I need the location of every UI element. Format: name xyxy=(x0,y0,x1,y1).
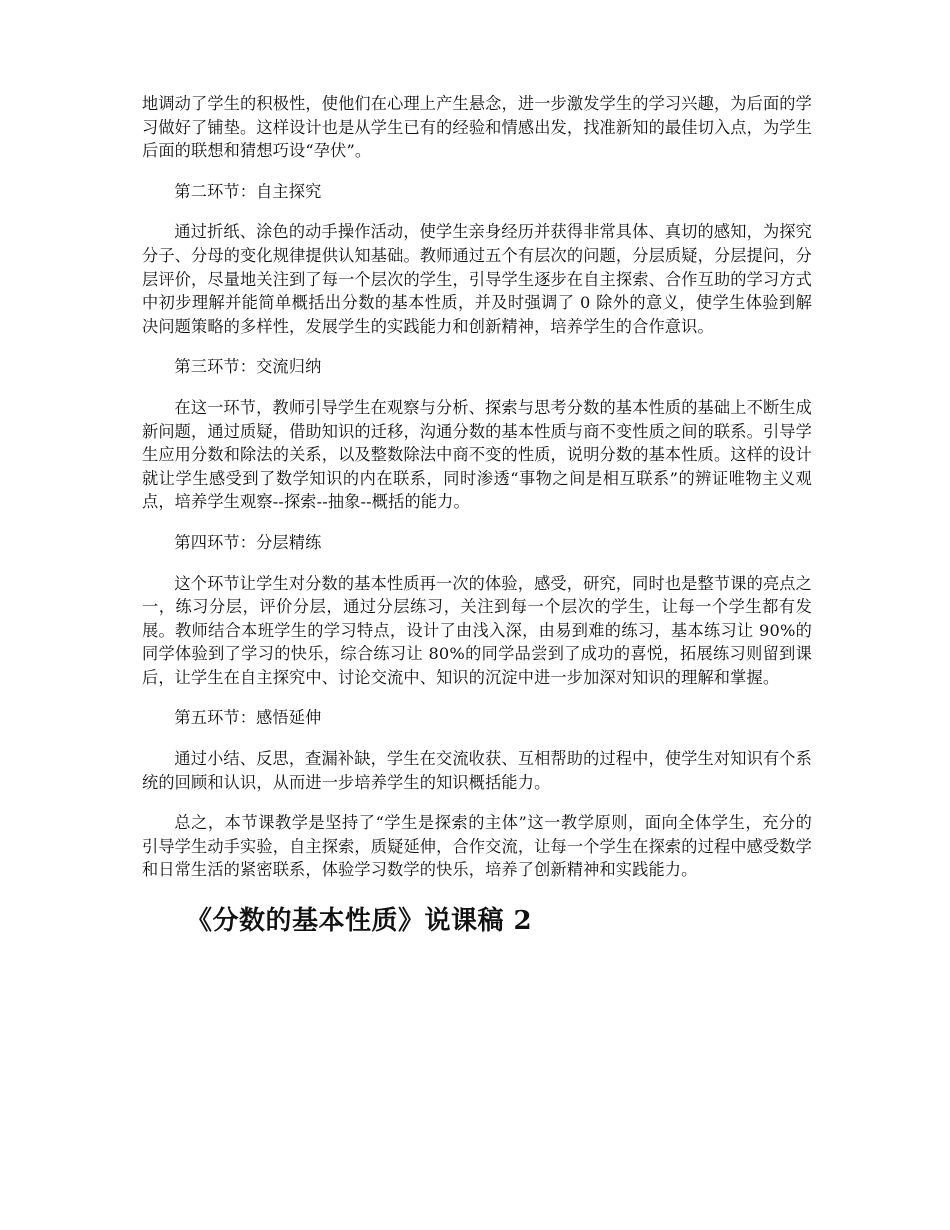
paragraph-stage-4: 这个环节让学生对分数的基本性质再一次的体验，感受，研究，同时也是整节课的亮点之一，练习分层，评价分层，通过分层练习，关注到每一个层次的学生，让每一个学生都有发展。教师结合本班学生的学习特点，设计了由浅入深，由易到难的练习，基本练习让 90%的同学体验到了学习的快乐，综合练习让 80%的同学品尝到了成功的喜悦，拓展练习则留到课后，让学生在自主探究中、讨论交流中、知识的沉淀中进一步加深对知识的理解和掌握。 xyxy=(142,573,812,687)
paragraph-intro-continuation: 地调动了学生的积极性，使他们在心理上产生悬念，进一步激发学生的学习兴趣，为后面的学习做好了铺垫。这样设计也是从学生已有的经验和情感出发，找准新知的最佳切入点，为学生后面的联想和猜想巧设“孕伏”。 xyxy=(142,94,812,161)
paragraph-stage-2: 通过折纸、涂色的动手操作活动，使学生亲身经历并获得非常具体、真切的感知，为探究分子、分母的变化规律提供认知基础。教师通过五个有层次的问题，分层质疑，分层提问，分层评价，尽量地关注到了每一个层次的学生，引导学生逐步在自主探索、合作互助的学习方式中初步理解并能简单概括出分数的基本性质，并及时强调了 0 除外的意义，使学生体验到解决问题策略的多样性，发展学生的实践能力和创新精神，培养学生的合作意识。 xyxy=(142,222,812,336)
section-heading-stage-3: 第三环节：交流归纳 xyxy=(174,357,322,377)
document-page xyxy=(142,92,812,938)
paragraph-stage-3: 在这一环节，教师引导学生在观察与分析、探索与思考分数的基本性质的基础上不断生成新问题，通过质疑，借助知识的迁移，沟通分数的基本性质与商不变性质之间的联系。引导学生应用分数和除法的关系，以及整数除法中商不变的性质，说明分数的基本性质。这样的设计就让学生感受到了数学知识的内在联系，同时渗透“事物之间是相互联系”的辨证唯物主义观点，培养学生观察--探索--抽象--概括的能力。 xyxy=(142,397,812,512)
paragraph-stage-5: 通过小结、反思，查漏补缺，学生在交流收获、互相帮助的过程中，使学生对知识有个系统的回顾和认识，从而进一步培养学生的知识概括能力。 xyxy=(142,749,812,792)
section-heading-stage-2: 第二环节：自主探究 xyxy=(174,181,322,201)
section-heading-stage-5: 第五环节：感悟延伸 xyxy=(174,708,322,728)
section-heading-stage-4: 第四环节：分层精练 xyxy=(174,532,322,552)
next-document-title: 《分数的基本性质》说课稿 2 xyxy=(186,906,533,937)
paragraph-summary: 总之，本节课教学是坚持了“学生是探索的主体”这一教学原则，面向全体学生，充分的引导学生动手实验，自主探索，质疑延伸，合作交流，让每一个学生在探索的过程中感受数学和日常生活的紧密联系，体验学习数学的快乐，培养了创新精神和实践能力。 xyxy=(142,813,812,880)
